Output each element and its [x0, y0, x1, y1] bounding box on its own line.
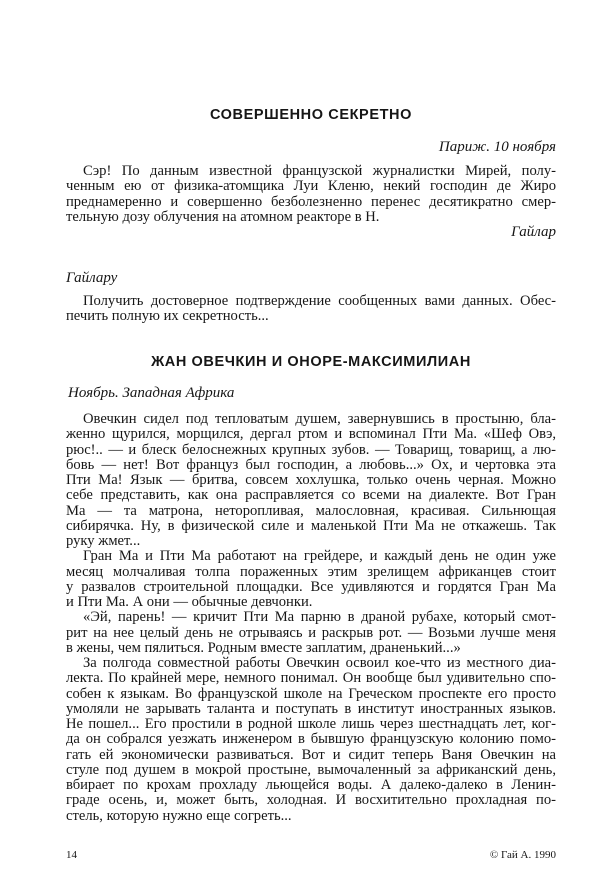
- page-number: 14: [66, 849, 77, 861]
- text-line: стуле под душем в мокрой простыне, вымочаленный за африканский день,: [66, 761, 556, 778]
- text-line: сибирячка. Ну, в физической силе и маленькой Пти Ма не откажешь. Так: [66, 517, 556, 534]
- text-line: рюс!.. — и блеск белоснежных крупных зубов. — Товарищ, товарищ, а лю-: [66, 441, 556, 458]
- text-line: стель, которую нужно еще согреть...: [66, 807, 292, 824]
- text-line: преднамеренно и совершенно безболезненно перенес десятикратно смер-: [66, 193, 556, 210]
- text-line: руку жмет...: [66, 533, 141, 549]
- reply-body: [66, 294, 556, 325]
- text-line: гать ей экономически развиваться. Вот и сидит теперь Ваня Овечкин на: [66, 746, 556, 763]
- paragraph: [66, 656, 556, 824]
- text-line: да он собрался уезжать инженером в бывшую французскую колонию помо-: [66, 731, 556, 748]
- text-line: печить полную их секретность...: [66, 308, 269, 325]
- text-line: Овечкин сидел под тепловатым душем, завернувшись в простыню, бла-: [83, 411, 556, 427]
- text-line: Получить достоверное подтверждение сообщенных вами данных. Обес-: [83, 293, 556, 309]
- text-line: бовь — нет! Вот француз был господин, а любовь...» Ох, и чертовка эта: [66, 456, 556, 473]
- text-line: граде осень, и, может быть, холодная. И восхитительно прохладная по-: [66, 792, 556, 809]
- letter-body: [66, 164, 556, 225]
- paragraph: [66, 164, 556, 225]
- paragraph: [66, 294, 556, 325]
- text-line: вбирает по крохам прохладу льющейся воды. А далеко-далеко в Ленин-: [66, 777, 556, 793]
- text-line: рит на нее целый день не отрываясь и раскрыв рот. — Возьми лучше меня: [66, 624, 556, 641]
- text-line: За полгода совместной работы Овечкин освоил кое-что из местного диа-: [83, 655, 556, 671]
- text-line: лекта. По крайней мере, немного понимал. Он вообще был удивительно спо-: [66, 670, 556, 687]
- text-line: в жены, чем пялиться. Родным вместе заплатим, драненький...»: [66, 639, 461, 656]
- dateline-africa: Ноябрь. Западная Африка: [68, 385, 235, 401]
- story-body: [66, 412, 556, 824]
- section-title-top-secret: СОВЕРШЕННО СЕКРЕТНО: [209, 107, 413, 123]
- text-line: ченным ею от физика-атомщика Луи Кленю, некий господин де Жиро: [66, 178, 556, 195]
- text-line: и Пти Ма. А они — обычные девчонки.: [66, 594, 313, 610]
- text-line: «Эй, парень! — кричит Пти Ма парню в драной рубахе, который смот-: [83, 609, 556, 626]
- text-line: себе представить, как она расправляется со всеми на диалекте. Вот Гран: [66, 487, 556, 504]
- addressee: Гайлару: [66, 270, 118, 286]
- text-line: месяц молчаливая толпа пораженных этим зрелищем африканцев стоит: [66, 563, 556, 580]
- paragraph: [66, 412, 556, 549]
- signature: Гайлар: [511, 224, 556, 240]
- text-line: умоляли не зарывать таланта и поступать в институт иностранных языков.: [66, 700, 556, 717]
- dateline-paris: Париж. 10 ноября: [438, 139, 556, 155]
- text-line: женно щурился, морщился, дергал ртом и вспоминал Пти Ма. «Шеф Овэ,: [66, 426, 556, 443]
- text-line: Гран Ма и Пти Ма работают на грейдере, и каждый день не один уже: [83, 548, 556, 565]
- text-line: тельную дозу облучения на атомном реакторе в Н.: [66, 208, 380, 225]
- section-title-ovechkin: ЖАН ОВЕЧКИН И ОНОРЕ-МАКСИМИЛИАН: [151, 354, 471, 370]
- text-line: собен к языкам. Во французской школе на Греческом проспекте его просто: [66, 685, 556, 702]
- paragraph: [66, 549, 556, 610]
- text-line: у развалов строительной площадки. Все удивляются и гордятся Гран Ма: [66, 578, 556, 595]
- text-line: Не пошел... Его простили в родной школе лишь через шестнадцать лет, ког-: [66, 716, 556, 732]
- copyright: © Гай А. 1990: [489, 849, 556, 861]
- text-line: Ма — та матрона, неторопливая, малословная, красивая. Сильнющая: [66, 502, 556, 519]
- text-line: Сэр! По данным известной французской журналистки Мирей, полу-: [83, 163, 556, 179]
- text-line: Пти Ма! Язык — бритва, совсем хохлушка, только очень черная. Можно: [66, 472, 556, 488]
- paragraph: [66, 610, 556, 656]
